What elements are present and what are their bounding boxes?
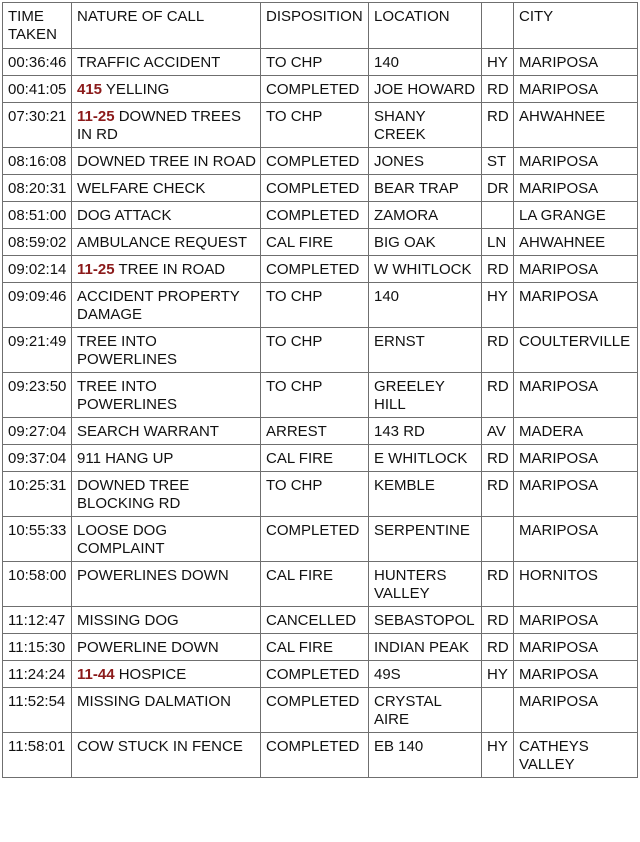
disposition-cell: COMPLETED [261,661,369,688]
location-cell: SERPENTINE [369,517,482,562]
suffix-cell: LN [482,229,514,256]
call-nature: SEARCH WARRANT [77,423,219,440]
location-cell: GREELEY HILL [369,373,482,418]
nature-cell [72,76,261,103]
time-cell: 10:25:31 [3,472,72,517]
city-cell: CATHEYS VALLEY [514,733,638,778]
time-cell: 09:27:04 [3,418,72,445]
city-cell: MARIPOSA [514,175,638,202]
disposition-cell: COMPLETED [261,175,369,202]
nature-cell [72,175,261,202]
table-row [3,472,638,517]
call-code: 415 [77,81,103,98]
location-cell: CRYSTAL AIRE [369,688,482,733]
nature-cell [72,49,261,76]
table-row [3,103,638,148]
table-row [3,634,638,661]
table-row [3,733,638,778]
disposition-cell: TO CHP [261,328,369,373]
city-cell: MARIPOSA [514,634,638,661]
suffix-cell: RD [482,634,514,661]
disposition-cell: CAL FIRE [261,229,369,256]
nature-cell [72,418,261,445]
nature-cell [72,148,261,175]
suffix-cell: RD [482,373,514,418]
suffix-cell: HY [482,283,514,328]
suffix-cell: RD [482,76,514,103]
time-cell: 10:55:33 [3,517,72,562]
table-row [3,373,638,418]
time-cell: 09:23:50 [3,373,72,418]
suffix-cell: HY [482,49,514,76]
nature-cell [72,328,261,373]
disposition-cell: TO CHP [261,472,369,517]
table-row [3,688,638,733]
disposition-cell: COMPLETED [261,148,369,175]
city-cell: MARIPOSA [514,688,638,733]
location-cell: 143 RD [369,418,482,445]
table-row [3,661,638,688]
header-disposition: DISPOSITION [261,3,369,49]
nature-cell [72,634,261,661]
location-cell: ERNST [369,328,482,373]
nature-cell [72,445,261,472]
call-nature: 911 HANG UP [77,450,174,467]
table-row [3,256,638,283]
call-nature: TREE IN ROAD [114,261,226,278]
time-cell: 08:51:00 [3,202,72,229]
time-cell: 09:02:14 [3,256,72,283]
city-cell: MARIPOSA [514,373,638,418]
nature-cell [72,202,261,229]
time-cell: 00:41:05 [3,76,72,103]
suffix-cell: HY [482,661,514,688]
time-cell: 00:36:46 [3,49,72,76]
time-cell: 11:52:54 [3,688,72,733]
table-row [3,418,638,445]
location-cell: SHANY CREEK [369,103,482,148]
suffix-cell: AV [482,418,514,445]
city-cell: MARIPOSA [514,76,638,103]
call-log-table [2,2,638,778]
suffix-cell: RD [482,103,514,148]
time-cell: 11:12:47 [3,607,72,634]
time-cell: 09:37:04 [3,445,72,472]
suffix-cell: RD [482,562,514,607]
location-cell: W WHITLOCK [369,256,482,283]
location-cell: BEAR TRAP [369,175,482,202]
header-suffix [482,3,514,49]
location-cell: 140 [369,49,482,76]
table-row [3,175,638,202]
call-nature: POWERLINE DOWN [77,639,219,656]
location-cell: BIG OAK [369,229,482,256]
suffix-cell: RD [482,472,514,517]
suffix-cell: RD [482,445,514,472]
city-cell: MARIPOSA [514,472,638,517]
header-location: LOCATION [369,3,482,49]
call-nature: COW STUCK IN FENCE [77,738,243,755]
time-cell: 09:21:49 [3,328,72,373]
city-cell: COULTERVILLE [514,328,638,373]
call-nature: TRAFFIC ACCIDENT [77,54,221,71]
suffix-cell: HY [482,733,514,778]
suffix-cell [482,688,514,733]
nature-cell [72,688,261,733]
table-row [3,517,638,562]
time-cell: 10:58:00 [3,562,72,607]
time-cell: 07:30:21 [3,103,72,148]
header-nature: NATURE OF CALL [72,3,261,49]
header-city: CITY [514,3,638,49]
location-cell: 140 [369,283,482,328]
call-nature: DOG ATTACK [77,207,172,224]
disposition-cell: TO CHP [261,49,369,76]
suffix-cell [482,517,514,562]
city-cell: HORNITOS [514,562,638,607]
city-cell: MARIPOSA [514,445,638,472]
table-row [3,562,638,607]
table-row [3,328,638,373]
time-cell: 11:24:24 [3,661,72,688]
location-cell: SEBASTOPOL [369,607,482,634]
suffix-cell: DR [482,175,514,202]
suffix-cell: RD [482,607,514,634]
header-row [3,3,638,49]
disposition-cell: TO CHP [261,283,369,328]
call-nature: AMBULANCE REQUEST [77,234,248,251]
nature-cell [72,562,261,607]
nature-cell [72,103,261,148]
time-cell: 09:09:46 [3,283,72,328]
nature-cell [72,256,261,283]
call-nature: POWERLINES DOWN [77,567,229,584]
call-nature: WELFARE CHECK [77,180,206,197]
table-row [3,445,638,472]
table-row [3,229,638,256]
nature-cell [72,472,261,517]
city-cell: MARIPOSA [514,148,638,175]
city-cell: LA GRANGE [514,202,638,229]
city-cell: MADERA [514,418,638,445]
call-nature: DOWNED TREES IN RD [77,108,246,143]
disposition-cell: ARREST [261,418,369,445]
city-cell: MARIPOSA [514,661,638,688]
nature-cell [72,283,261,328]
table-row [3,283,638,328]
call-code: 11-25 [77,108,115,125]
city-cell: MARIPOSA [514,283,638,328]
disposition-cell: COMPLETED [261,517,369,562]
disposition-cell: CAL FIRE [261,562,369,607]
location-cell: ZAMORA [369,202,482,229]
location-cell: JONES [369,148,482,175]
location-cell: JOE HOWARD [369,76,482,103]
nature-cell [72,229,261,256]
call-nature: LOOSE DOG COMPLAINT [77,522,172,557]
time-cell: 08:59:02 [3,229,72,256]
call-nature: MISSING DOG [77,612,179,629]
disposition-cell: COMPLETED [261,202,369,229]
city-cell: MARIPOSA [514,256,638,283]
suffix-cell [482,202,514,229]
call-nature: ACCIDENT PROPERTY DAMAGE [77,288,244,323]
city-cell: MARIPOSA [514,49,638,76]
call-code: 11-44 [77,666,115,683]
table-row [3,607,638,634]
table-row [3,76,638,103]
disposition-cell: COMPLETED [261,733,369,778]
disposition-cell: CAL FIRE [261,634,369,661]
call-nature: TREE INTO POWERLINES [77,378,178,413]
nature-cell [72,661,261,688]
suffix-cell: RD [482,328,514,373]
table-row [3,148,638,175]
call-nature: YELLING [102,81,170,98]
time-cell: 08:16:08 [3,148,72,175]
disposition-cell: TO CHP [261,103,369,148]
nature-cell [72,517,261,562]
nature-cell [72,733,261,778]
city-cell: AHWAHNEE [514,229,638,256]
location-cell: HUNTERS VALLEY [369,562,482,607]
call-code: 11-25 [77,261,115,278]
city-cell: MARIPOSA [514,517,638,562]
suffix-cell: RD [482,256,514,283]
disposition-cell: CAL FIRE [261,445,369,472]
time-cell: 11:58:01 [3,733,72,778]
city-cell: AHWAHNEE [514,103,638,148]
time-cell: 08:20:31 [3,175,72,202]
call-nature: DOWNED TREE BLOCKING RD [77,477,194,512]
location-cell: EB 140 [369,733,482,778]
disposition-cell: TO CHP [261,373,369,418]
disposition-cell: COMPLETED [261,256,369,283]
table-row [3,49,638,76]
call-nature: MISSING DALMATION [77,693,231,710]
disposition-cell: COMPLETED [261,688,369,733]
location-cell: KEMBLE [369,472,482,517]
table-row [3,202,638,229]
city-cell: MARIPOSA [514,607,638,634]
location-cell: 49S [369,661,482,688]
suffix-cell: ST [482,148,514,175]
nature-cell [72,607,261,634]
location-cell: E WHITLOCK [369,445,482,472]
call-nature: TREE INTO POWERLINES [77,333,178,368]
disposition-cell: CANCELLED [261,607,369,634]
call-nature: DOWNED TREE IN ROAD [77,153,256,170]
call-nature: HOSPICE [114,666,187,683]
disposition-cell: COMPLETED [261,76,369,103]
nature-cell [72,373,261,418]
location-cell: INDIAN PEAK [369,634,482,661]
header-time: TIME TAKEN [3,3,72,49]
time-cell: 11:15:30 [3,634,72,661]
